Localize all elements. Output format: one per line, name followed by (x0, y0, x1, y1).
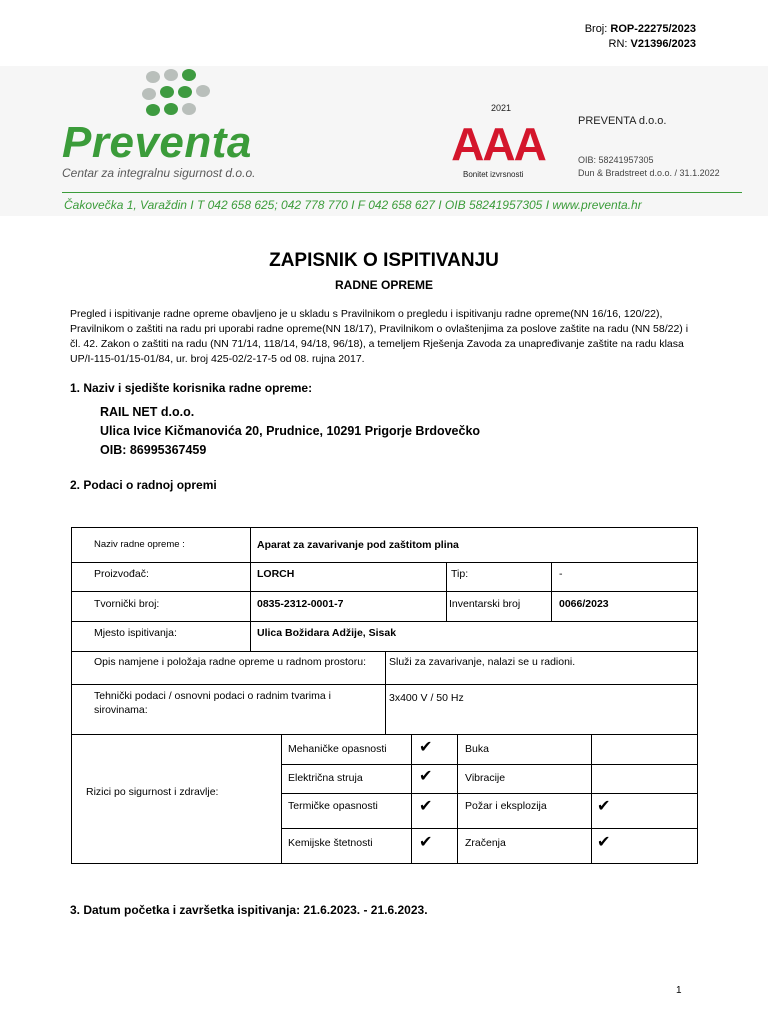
risk-label: Termičke opasnosti (288, 800, 378, 812)
section-3-heading: 3. Datum početka i završetka ispitivanja: 21.6.2023. - 21.6.2023. (70, 903, 428, 917)
tvornicki-broj-value: 0835-2312-0001-7 (257, 598, 344, 610)
check-icon: ✔ (419, 798, 433, 815)
check-icon: ✔ (419, 768, 433, 785)
broj-value: ROP-22275/2023 (610, 23, 696, 35)
letterhead (0, 66, 768, 216)
section-1-heading: 1. Naziv i sjedište korisnika radne opreme: (70, 381, 313, 395)
rn-value: V21396/2023 (630, 38, 696, 50)
document-subtitle: RADNE OPREME (334, 278, 433, 292)
company-name: PREVENTA d.o.o. (578, 115, 667, 127)
check-icon: ✔ (419, 834, 433, 851)
proizvodac-value: LORCH (257, 568, 295, 580)
dun-bradstreet-note: Dun & Bradstreet d.o.o. / 31.1.2022 (578, 168, 720, 178)
risk-label: Požar i eksplozija (465, 800, 547, 812)
opis-value: Služi za zavarivanje, nalazi se u radioni. (389, 656, 576, 668)
section-2-heading: 2. Podaci o radnoj opremi (70, 478, 217, 492)
mjesto-ispitivanja-value: Ulica Božidara Adžije, Sisak (257, 627, 397, 639)
intro-paragraph: Pregled i ispitivanje radne opreme obavljeno je u skladu s Pravilnikom o pregledu i ispitivanju radne opreme(NN 16/16, 120/22), Pravilnikom o zaštiti na radu pri uporabi radne opreme(NN 18/17), Pravilnikom o ovlaštenjima za poslove zaštite na radu (NN 58/22) i čl. 42. Zakon o zaštiti na radu (NN 71/14, 118/14, 94/18, 96/18), a temeljem Rješenja Zavoda za unapređivanje zaštite na radu klasa UP/I-115-01/15-01/84, ur. broj 425-02/2-17-5 od 08. rujna 2017. (70, 308, 689, 365)
risk-label: Buka (465, 743, 489, 755)
company-oib: OIB: 58241957305 (578, 155, 654, 165)
mjesto-ispitivanja-label: Mjesto ispitivanja: (94, 627, 177, 639)
company-address: Čakovečka 1, Varaždin I T 042 658 625; 042 778 770 I F 042 658 627 I OIB 58241957305 I www.preventa.hr (64, 198, 642, 212)
naziv-label: Naziv radne opreme : (94, 539, 185, 550)
opis-label: Opis namjene i položaja radne opreme u radnom prostoru: (94, 656, 366, 668)
check-icon: ✔ (597, 798, 611, 815)
tip-label: Tip: (451, 568, 469, 580)
rating-caption: Bonitet izvrsnosti (463, 170, 524, 179)
risk-label: Mehaničke opasnosti (288, 743, 387, 755)
tvornicki-broj-label: Tvornički broj: (94, 598, 160, 610)
inventarski-broj-value: 0066/2023 (559, 598, 609, 610)
risk-label: Kemijske štetnosti (288, 837, 373, 849)
broj-label: Broj: (584, 23, 608, 35)
page-number: 1 (676, 985, 682, 996)
tehnicki-podaci-value: 3x400 V / 50 Hz (389, 692, 464, 704)
tehnicki-podaci-label: Tehnički podaci / osnovni podaci o radnim tvarima i sirovinama: (94, 690, 331, 716)
naziv-value: Aparat za zavarivanje pod zaštitom plina (257, 539, 459, 551)
user-oib: OIB: 86995367459 (100, 443, 207, 457)
aaa-rating-badge (441, 122, 555, 164)
preventa-logo-icon (140, 68, 212, 124)
equipment-data-table (71, 527, 698, 864)
brand-name: Preventa (62, 118, 252, 167)
inventarski-broj-label: Inventarski broj (449, 598, 521, 610)
rating-year: 2021 (491, 103, 512, 113)
check-icon: ✔ (597, 834, 611, 851)
brand-subtitle: Centar za integralnu sigurnost d.o.o. (62, 166, 256, 180)
proizvodac-label: Proizvođač: (94, 568, 149, 580)
document-title: ZAPISNIK O ISPITIVANJU (269, 250, 499, 271)
user-address: Ulica Ivice Kičmanovića 20, Prudnice, 10291 Prigorje Brdovečko (100, 424, 481, 438)
risks-label: Rizici po sigurnost i zdravlje: (86, 786, 219, 798)
risk-label: Električna struja (288, 772, 363, 784)
check-icon: ✔ (419, 739, 433, 756)
risk-label: Vibracije (465, 772, 506, 784)
header-divider (62, 192, 742, 193)
equipment-user-block (100, 403, 480, 460)
tip-value: - (559, 568, 563, 580)
svg-text:AAA: AAA (451, 122, 545, 164)
risk-label: Zračenja (465, 837, 506, 849)
document-reference (585, 22, 696, 52)
user-name: RAIL NET d.o.o. (100, 405, 195, 419)
rn-label: RN: (608, 38, 628, 50)
